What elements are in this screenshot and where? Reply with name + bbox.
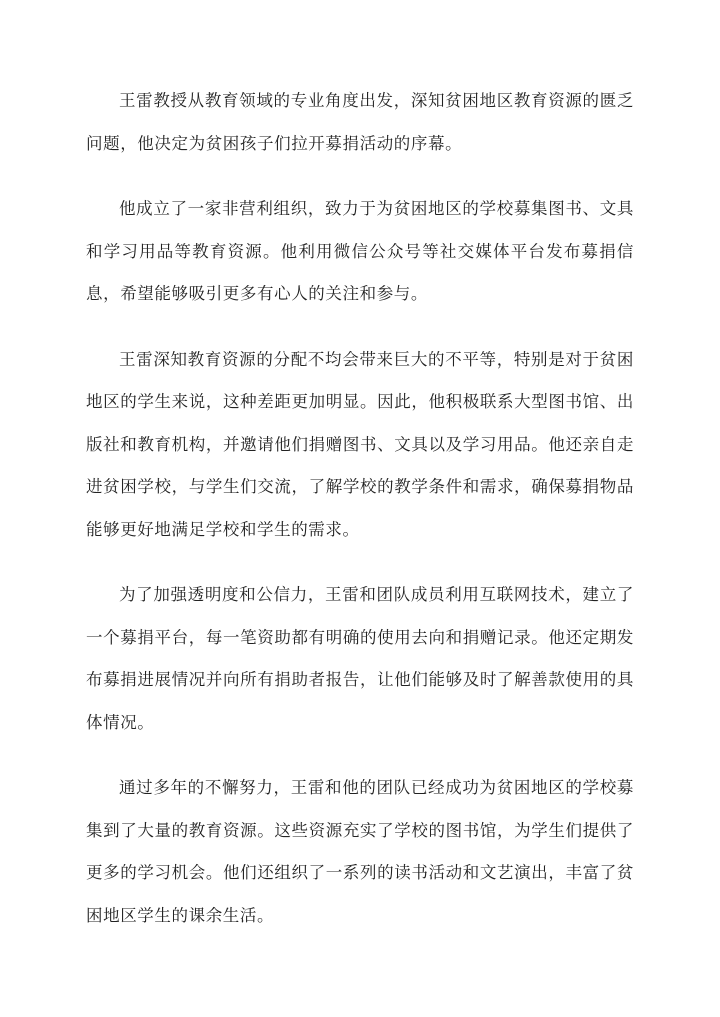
paragraph-5: 通过多年的不懈努力，王雷和他的团队已经成功为贫困地区的学校募集到了大量的教育资源。这些资源充实了学校的图书馆，为学生们提供了更多的学习机会。他们还组织了一系列的读书活动和文艺演出，丰富了贫困地区学生的课余生活。 <box>86 778 634 925</box>
paragraph-3: 王雷深知教育资源的分配不均会带来巨大的不平等，特别是对于贫困地区的学生来说，这种差距更加明显。因此，他积极联系大型图书馆、出版社和教育机构，并邀请他们捐赠图书、文具以及学习用品。他还亲自走进贫困学校，与学生们交流，了解学校的教学条件和需求，确保募捐物品能够更好地满足学校和学生的需求。 <box>86 349 634 539</box>
paragraph-4: 为了加强透明度和公信力，王雷和团队成员利用互联网技术，建立了一个募捐平台，每一笔资助都有明确的使用去向和捐赠记录。他还定期发布募捐进展情况并向所有捐助者报告，让他们能够及时了解善款使用的具体情况。 <box>86 585 634 732</box>
paragraph-1: 王雷教授从教育领域的专业角度出发，深知贫困地区教育资源的匮乏问题，他决定为贫困孩子们拉开募捐活动的序幕。 <box>86 91 634 153</box>
paragraph-2: 他成立了一家非营利组织，致力于为贫困地区的学校募集图书、文具和学习用品等教育资源。他利用微信公众号等社交媒体平台发布募捐信息，希望能够吸引更多有心人的关注和参与。 <box>86 199 634 303</box>
document-body <box>86 80 634 960</box>
